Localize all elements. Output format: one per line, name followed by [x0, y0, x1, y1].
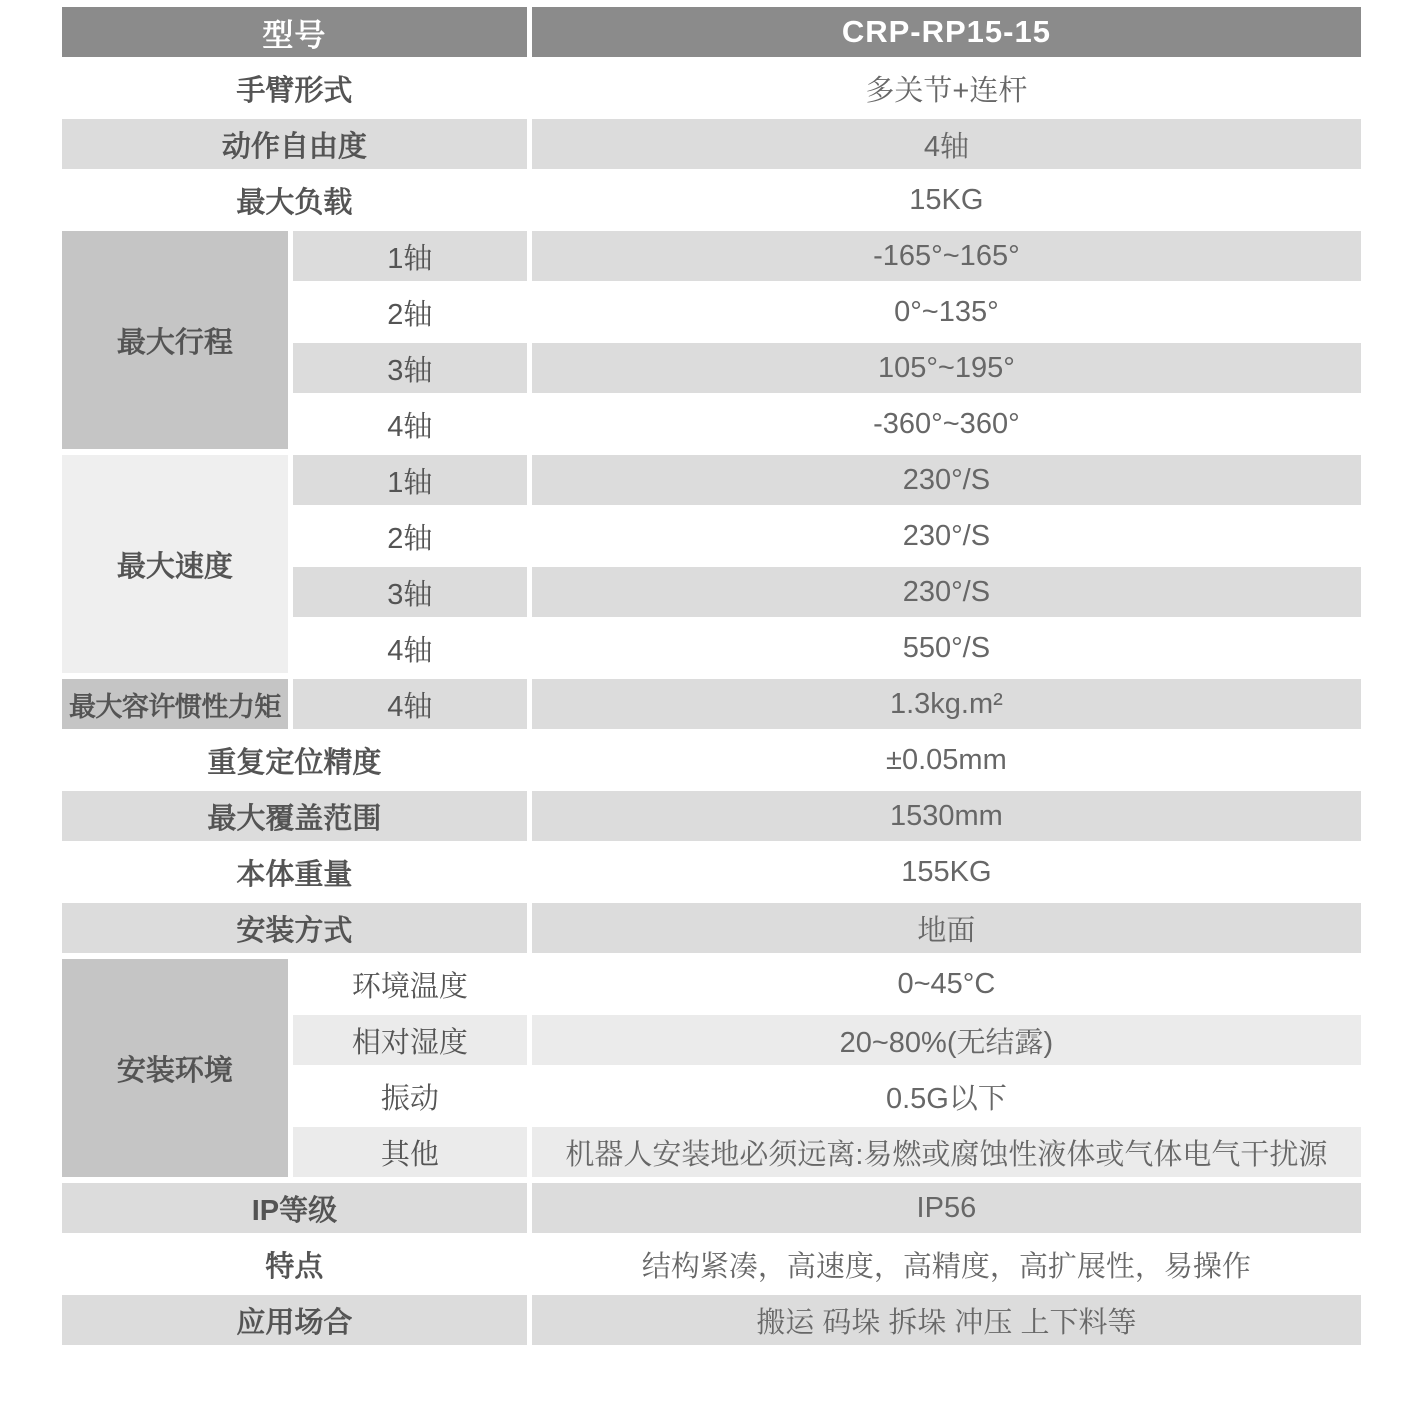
ip-rating-label: IP等级 — [62, 1183, 527, 1233]
model-header-value: CRP-RP15-15 — [532, 7, 1361, 57]
stroke-axis1-value: -165°~165° — [532, 231, 1361, 281]
max-reach-value: 1530mm — [532, 791, 1361, 841]
row-mounting — [62, 903, 1361, 953]
speed-axis3-label: 3轴 — [293, 567, 527, 617]
stroke-axis4-label: 4轴 — [293, 399, 527, 449]
env-other-value: 机器人安装地必须远离:易燃或腐蚀性液体或气体电气干扰源 — [532, 1127, 1361, 1177]
max-speed-label: 最大速度 — [62, 455, 288, 673]
row-stroke-axis1 — [62, 231, 1361, 281]
repeatability-value: ±0.05mm — [532, 735, 1361, 785]
speed-axis2-label: 2轴 — [293, 511, 527, 561]
arm-type-label: 手臂形式 — [62, 63, 527, 113]
row-env-temperature — [62, 959, 1361, 1009]
row-max-inertia — [62, 679, 1361, 729]
row-features — [62, 1239, 1361, 1289]
model-header-label: 型号 — [62, 7, 527, 57]
stroke-axis1-label: 1轴 — [293, 231, 527, 281]
stroke-axis3-value: 105°~195° — [532, 343, 1361, 393]
max-payload-value: 15KG — [532, 175, 1361, 225]
speed-axis4-value: 550°/S — [532, 623, 1361, 673]
row-dof — [62, 119, 1361, 169]
header-row — [62, 7, 1361, 57]
features-label: 特点 — [62, 1239, 527, 1289]
applications-value: 搬运 码垛 拆垛 冲压 上下料等 — [532, 1295, 1361, 1345]
robot-spec-table — [57, 1, 1366, 1351]
repeatability-label: 重复定位精度 — [62, 735, 527, 785]
max-inertia-label: 最大容许惯性力矩 — [62, 679, 288, 729]
row-ip-rating — [62, 1183, 1361, 1233]
speed-axis1-label: 1轴 — [293, 455, 527, 505]
speed-axis2-value: 230°/S — [532, 511, 1361, 561]
ip-rating-value: IP56 — [532, 1183, 1361, 1233]
dof-label: 动作自由度 — [62, 119, 527, 169]
features-value: 结构紧凑，高速度，高精度，高扩展性，易操作 — [532, 1239, 1361, 1289]
mounting-label: 安装方式 — [62, 903, 527, 953]
row-repeatability — [62, 735, 1361, 785]
speed-axis1-value: 230°/S — [532, 455, 1361, 505]
env-vibration-value: 0.5G以下 — [532, 1071, 1361, 1121]
applications-label: 应用场合 — [62, 1295, 527, 1345]
stroke-axis4-value: -360°~360° — [532, 399, 1361, 449]
env-temperature-value: 0~45°C — [532, 959, 1361, 1009]
row-arm-type — [62, 63, 1361, 113]
stroke-axis2-value: 0°~135° — [532, 287, 1361, 337]
max-inertia-value: 1.3kg.m² — [532, 679, 1361, 729]
max-reach-label: 最大覆盖范围 — [62, 791, 527, 841]
row-speed-axis1 — [62, 455, 1361, 505]
row-applications — [62, 1295, 1361, 1345]
stroke-axis3-label: 3轴 — [293, 343, 527, 393]
max-inertia-axis-label: 4轴 — [293, 679, 527, 729]
env-temperature-label: 环境温度 — [293, 959, 527, 1009]
row-max-reach — [62, 791, 1361, 841]
row-max-payload — [62, 175, 1361, 225]
speed-axis4-label: 4轴 — [293, 623, 527, 673]
env-vibration-label: 振动 — [293, 1071, 527, 1121]
row-body-weight — [62, 847, 1361, 897]
max-stroke-label: 最大行程 — [62, 231, 288, 449]
env-humidity-label: 相对湿度 — [293, 1015, 527, 1065]
mounting-value: 地面 — [532, 903, 1361, 953]
env-other-label: 其他 — [293, 1127, 527, 1177]
stroke-axis2-label: 2轴 — [293, 287, 527, 337]
environment-label: 安装环境 — [62, 959, 288, 1177]
max-payload-label: 最大负载 — [62, 175, 527, 225]
body-weight-value: 155KG — [532, 847, 1361, 897]
env-humidity-value: 20~80%(无结露) — [532, 1015, 1361, 1065]
speed-axis3-value: 230°/S — [532, 567, 1361, 617]
arm-type-value: 多关节+连杆 — [532, 63, 1361, 113]
body-weight-label: 本体重量 — [62, 847, 527, 897]
dof-value: 4轴 — [532, 119, 1361, 169]
